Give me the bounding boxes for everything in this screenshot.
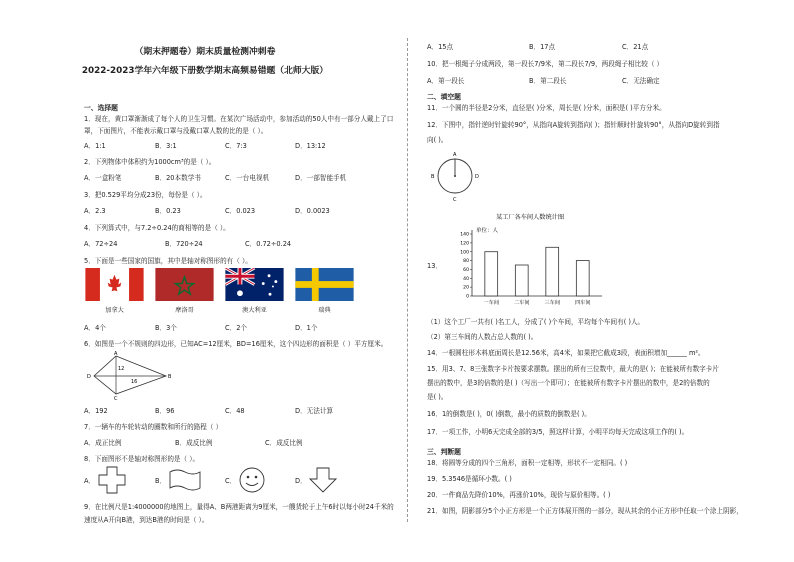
cross-shape (97, 465, 127, 495)
flag-label-morocco: 摩洛哥 (175, 307, 194, 314)
q12-line1: 12．下图中，指针逆时针旋转90°，从指向A旋转到指向( )；指针顺时针旋转90°，从指向D旋转到指 (427, 121, 720, 129)
q6-opt-b: B．96 (155, 407, 175, 415)
q13-part2: （2）第三车间的人数占总人数的( )。 (427, 333, 538, 341)
section-choice: 一、选择题 (84, 104, 118, 112)
flag-row (85, 268, 365, 316)
q2-opt-a: A．一盒粉笔 (84, 174, 122, 182)
label-bd-length: 16 (131, 379, 138, 385)
q6-opt-a: A．192 (84, 407, 108, 415)
smiley-face-icon (238, 466, 266, 494)
flag-label-sweden: 瑞典 (318, 307, 331, 314)
q9-line2: 速度从A开向B港，到达B港的时间是（ ）。 (84, 516, 209, 524)
q11-text: 11．一个圆的半径是2分米，直径是( )分米，周长是( )分米，面积是( )平方分米。 (427, 104, 666, 112)
q13-part1: （1）这个工厂一共有( )名工人，分成了( )个车间，平均每个车间有( )人。 (427, 318, 645, 326)
section-judge: 三、判断题 (427, 448, 461, 456)
clock-label-b: B (431, 174, 435, 180)
q3-opt-a: A．2.3 (84, 207, 106, 215)
column-divider (407, 38, 408, 522)
q6-text: 6．如图是一个不规则的四边形，已知AC=12厘米，BD=16厘米，这个四边形的面积是（ ）平方厘米。 (84, 340, 388, 348)
q1-opt-d: D．13:12 (295, 142, 326, 150)
q12-line2: 向( )。 (427, 136, 448, 144)
q4-opt-c: C．0.72÷0.24 (245, 240, 292, 248)
q4-opt-b: B．720÷24 (165, 240, 203, 248)
q2-opt-c: C．一台电视机 (225, 174, 270, 182)
exam-title: （期末押题卷）期末质量检测冲刺卷 (134, 47, 276, 57)
q20-text: 20．一件商品先降价10%，再涨价10%，现价与原价相等。( ) (427, 491, 611, 499)
q15-line1: 15．用3、7、8三张数字卡片按要求摆数。摆出的所有三位数中，最大的是( )；在能被所有数字卡片 (427, 365, 719, 373)
section-fill: 二、填空题 (427, 93, 461, 101)
q2-text: 2．下列物体中体积约为1000cm³的是（ ）。 (84, 158, 216, 166)
q4-text: 4．下列算式中，与7.2÷0.24的商相等的是（ ）。 (84, 224, 230, 232)
clock-label-a: A (453, 152, 457, 158)
chart-x-tick-label: 二车间 (513, 300, 530, 306)
q10-opt-c: C．无法确定 (622, 77, 660, 85)
chart-x-tick-label: 一车间 (483, 300, 500, 306)
chart-y-tick-label: 140 (460, 232, 469, 238)
q2-opt-b: B．20本数学书 (155, 174, 201, 182)
chart-bar (515, 265, 528, 296)
q7-opt-b: B．成反比例 (175, 439, 213, 447)
q1-opt-a: A．1:1 (84, 142, 106, 150)
chart-bar (485, 252, 498, 296)
down-arrow-shape (308, 466, 338, 494)
q8-opt-b: B． (155, 477, 167, 485)
q5-opt-b: B．3个 (155, 324, 177, 332)
chart-y-tick-label: 120 (460, 241, 469, 247)
q9-opt-c: C．21点 (622, 43, 649, 51)
wave-shape (168, 468, 202, 492)
chart-bars (485, 247, 589, 296)
q15-line2: 摆出的数中，是3的倍数的是( )（写出一个即可）；在能被所有数字卡片摆出的数中，是2的倍数的 (427, 379, 710, 387)
chart-bar (546, 247, 559, 296)
chart-y-ticks (460, 232, 472, 300)
q10-opt-b: B．第二段长 (529, 77, 567, 85)
chart-bar (576, 261, 589, 296)
q6-opt-c: C．48 (225, 407, 245, 415)
chart-y-tick-label: 60 (463, 268, 469, 274)
q9-opt-b: B．17点 (529, 43, 556, 51)
q10-opt-a: A．第一段长 (427, 77, 465, 85)
q18-text: 18．将圆等分成的四个三角形，面积一定相等，形状不一定相同。( ) (427, 459, 628, 467)
q17-text: 17．一项工作，小明6天完成全部的3/5，照这样计算，小明平均每天完成这项工作的( )。 (427, 428, 689, 436)
chart-x-tick-label: 四车间 (574, 300, 591, 306)
q5-opt-a: A．4个 (84, 324, 106, 332)
exam-subtitle: 2022-2023学年六年级下册数学期末高频易错题（北师大版） (81, 66, 329, 76)
workshop-bar-chart (442, 210, 612, 310)
q4-opt-a: A．72÷24 (84, 240, 118, 248)
q3-opt-d: D．0.0023 (295, 207, 330, 215)
q3-text: 3．把0.529平均分成23份，每份是（ ）。 (84, 191, 207, 199)
q14-text: 14．一根圆柱形木料底面周长是12.56米，高4米，如果把它截成3段，表面积增加______ m²。 (427, 349, 705, 357)
q1-line2: 罩，下面图片，不能表示戴口罩与没戴口罩人数的比的是（ ）。 (84, 127, 268, 135)
chart-title: 某工厂各车间人数统计图 (495, 214, 565, 221)
label-d: D (87, 374, 91, 380)
clock-label-c: C (453, 197, 457, 202)
clock-diagram (430, 150, 480, 202)
canada-flag (85, 268, 144, 301)
q5-opt-d: D．1个 (295, 324, 318, 332)
australia-flag (225, 268, 284, 301)
q3-opt-b: B．0.23 (155, 207, 181, 215)
q1-opt-b: B．3:1 (155, 142, 177, 150)
clock-label-d: D (475, 174, 479, 180)
q8-opt-d: D． (295, 477, 307, 485)
q16-text: 16．1的倒数是( )，0( )倒数，最小的质数的倒数是( )。 (427, 410, 591, 418)
right-column (414, 0, 794, 562)
label-ac-length: 12 (118, 366, 125, 372)
q15-line3: 是( )。 (427, 393, 448, 401)
sweden-flag (295, 268, 354, 301)
label-a: A (114, 351, 118, 357)
flag-label-australia: 澳大利亚 (242, 307, 267, 314)
label-b: B (168, 374, 172, 380)
q21-text: 21．如图，阴影部分5个小正方形是一个正方体展开图的一部分，现从其余的小正方形中任取一个涂上阴影， (427, 507, 743, 515)
q1-line1: 1．现在，黄口罩渐渐成了每个人的卫生习惯。在某次广场活动中，参加活动的50人中有一部分人戴上了口 (84, 115, 394, 123)
q8-opt-a: A． (84, 477, 96, 485)
morocco-flag (155, 268, 214, 301)
q6-opt-d: D．无法计算 (295, 407, 334, 415)
q9-line1: 9．在比例尺是1:4000000的地图上，量得A、B两港距离为9厘米，一艘货轮于上午6时以每小时24千米的 (84, 503, 394, 511)
q7-text: 7．一辆车的车轮转动的圈数和所行的路程（ ） (84, 423, 223, 431)
q10-text: 10．把一根绳子分成两段，第一段长7/9米，第二段长7/9，两段绳子相比较（ ） (427, 60, 664, 68)
chart-unit-label: 单位：人 (476, 228, 499, 234)
q2-opt-d: D．一部智能手机 (295, 174, 347, 182)
label-c: C (114, 396, 118, 400)
chart-x-labels (483, 298, 590, 306)
q9-opt-a: A．15点 (427, 43, 454, 51)
chart-y-tick-label: 20 (463, 285, 469, 291)
chart-y-tick-label: 0 (466, 294, 469, 300)
q1-opt-c: C．7:3 (225, 142, 247, 150)
q5-opt-c: C．2个 (225, 324, 247, 332)
flag-label-canada: 加拿大 (105, 307, 124, 314)
q7-opt-c: C．成反比例 (265, 439, 303, 447)
chart-y-tick-label: 80 (463, 259, 469, 265)
q8-opt-c: C． (225, 477, 237, 485)
q5-text: 5．下面是一些国家的国旗，其中是轴对称图形的有（ ）。 (84, 257, 252, 265)
chart-x-tick-label: 三车间 (544, 300, 561, 306)
q8-text: 8．下面图形不是轴对称图形的是（ ）。 (84, 455, 200, 463)
q7-opt-a: A．成正比例 (84, 439, 122, 447)
quadrilateral-diagram (86, 350, 186, 400)
chart-y-tick-label: 100 (460, 250, 469, 256)
q13-number: 13． (427, 262, 442, 270)
q19-text: 19．5.3546是循环小数。( ) (427, 475, 512, 483)
chart-y-tick-label: 40 (463, 276, 469, 282)
q3-opt-c: C．0.023 (225, 207, 256, 215)
